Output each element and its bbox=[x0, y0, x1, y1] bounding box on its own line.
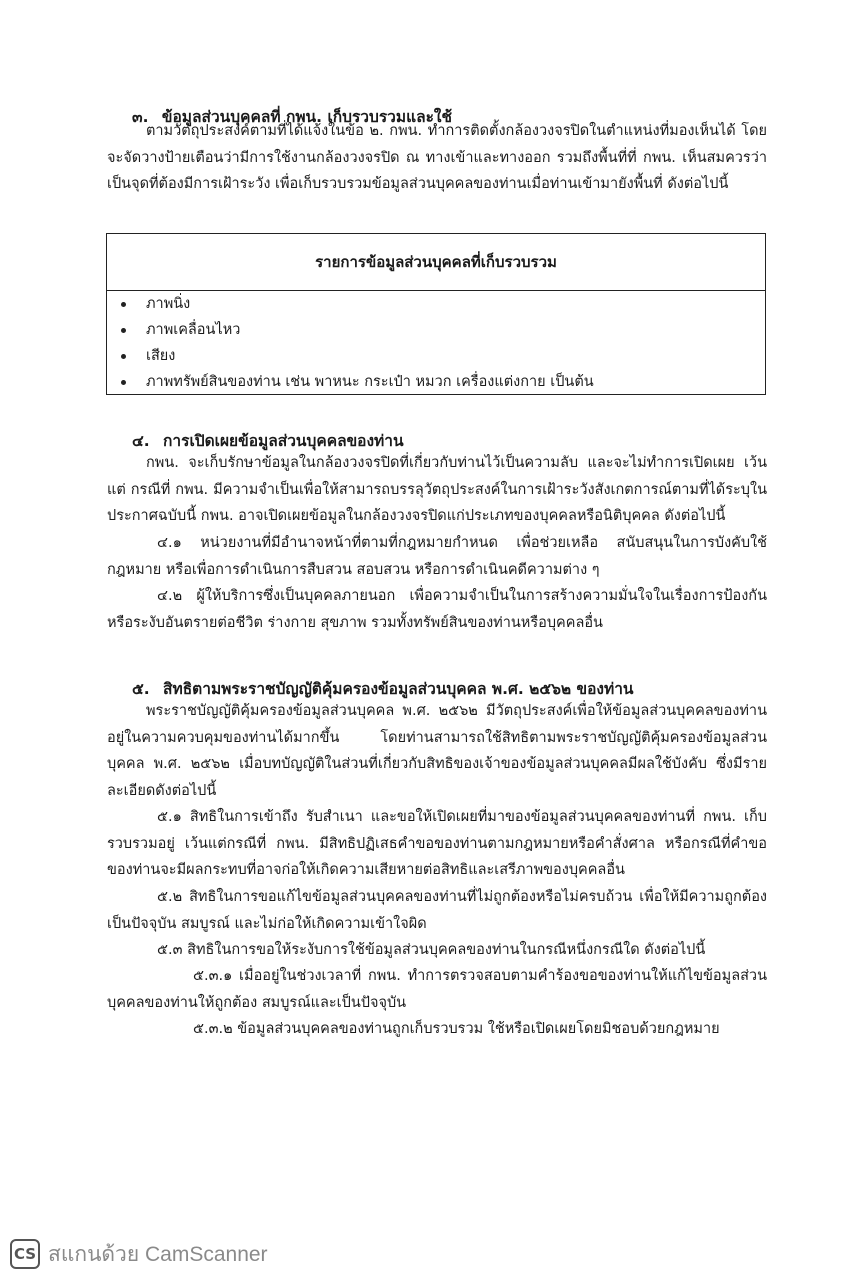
bullet-icon bbox=[121, 380, 126, 385]
list-item: เสียง bbox=[121, 343, 765, 369]
section-3-number: ๓. bbox=[132, 108, 149, 126]
section-5-item-1: ๕.๑ สิทธิในการเข้าถึง รับสำเนา และขอให้เปิดเผยที่มาของข้อมูลส่วนบุคคลของท่านที่ กพน. เก็บรวบรวมอยู่ เว้นแต่กรณีที่ กพน. มีสิทธิปฏิเสธคำขอของท่านตามกฎหมายหรือคำสั่งศาล หรือกรณีที่คำขอของท่านจะมีผลกระทบที่อาจก่อให้เกิดความเสียหายต่อสิทธิและเสรีภาพของบุคคลอื่น bbox=[107, 809, 767, 879]
list-item: ภาพทรัพย์สินของท่าน เช่น พาหนะ กระเป๋า หมวก เครื่องแต่งกาย เป็นต้น bbox=[121, 369, 765, 395]
section-5-paragraph: พระราชบัญญัติคุ้มครองข้อมูลส่วนบุคคล พ.ศ. ๒๕๖๒ มีวัตถุประสงค์เพื่อให้ข้อมูลส่วนบุคคลของท่านอยู่ในความควบคุมของท่านได้มากขึ้น โดยท่านสามารถใช้สิทธิตามพระราชบัญญัติคุ้มครองข้อมูลส่วนบุคคล พ.ศ. ๒๕๖๒ เมื่อบทบัญญัติในส่วนที่เกี่ยวกับสิทธิของเจ้าของข้อมูลส่วนบุคคลมีผลใช้บังคับ ซึ่งมีรายละเอียดดังต่อไปนี้ bbox=[107, 703, 767, 799]
table-item-list bbox=[107, 291, 765, 395]
section-5-number: ๕. bbox=[132, 680, 150, 698]
section-4-item-2: ๔.๒ ผู้ให้บริการซึ่งเป็นบุคคลภายนอก เพื่อความจำเป็นในการสร้างความมั่นใจในเรื่องการป้องกันหรือระงับอันตรายต่อชีวิต ร่างกาย สุขภาพ รวมทั้งทรัพย์สินของท่านหรือบุคคลอื่น bbox=[107, 588, 767, 631]
section-4-number: ๔. bbox=[132, 432, 150, 450]
section-5-item-2: ๕.๒ สิทธิในการขอแก้ไขข้อมูลส่วนบุคคลของท่านที่ไม่ถูกต้องหรือไม่ครบถ้วน เพื่อให้มีความถูกต้อง เป็นปัจจุบัน สมบูรณ์ และไม่ก่อให้เกิดความเข้าใจผิด bbox=[107, 889, 767, 932]
section-4-item-1: ๔.๑ หน่วยงานที่มีอำนาจหน้าที่ตามที่กฎหมายกำหนด เพื่อช่วยเหลือ สนับสนุนในการบังคับใช้กฎหมาย หรือเพื่อการดำเนินการสืบสวน สอบสวน หรือการดำเนินคดีความต่าง ๆ bbox=[107, 535, 767, 578]
section-3-paragraph: ตามวัตถุประสงค์ตามที่ได้แจ้งในข้อ ๒. กพน. ทำการติดตั้งกล้องวงจรปิดในตำแหน่งที่มองเห็นได้ โดยจะจัดวางป้ายเตือนว่ามีการใช้งานกล้องวงจรปิด ณ ทางเข้าและทางออก รวมถึงพื้นที่ที่ กพน. เห็นสมควรว่าเป็นจุดที่ต้องมีการเฝ้าระวัง เพื่อเก็บรวบรวมข้อมูลส่วนบุคคลของท่านเมื่อท่านเข้ามายังพื้นที่ ดังต่อไปนี้ bbox=[107, 123, 767, 193]
section-5-item-3: ๕.๓ สิทธิในการขอให้ระงับการใช้ข้อมูลส่วนบุคคลของท่านในกรณีหนึ่งกรณีใด ดังต่อไปนี้ bbox=[157, 942, 706, 958]
camscanner-logo: CS bbox=[10, 1239, 40, 1269]
section-3-title: ข้อมูลส่วนบุคคลที่ กพน. เก็บรวบรวมและใช้ bbox=[161, 108, 452, 126]
section-5-item-3-2: ๕.๓.๒ ข้อมูลส่วนบุคคลของท่านถูกเก็บรวบรวม ใช้หรือเปิดเผยโดยมิชอบด้วยกฎหมาย bbox=[193, 1021, 720, 1037]
section-4-title: การเปิดเผยข้อมูลส่วนบุคคลของท่าน bbox=[163, 432, 404, 450]
list-item: ภาพนิ่ง bbox=[121, 291, 765, 317]
collected-data-table bbox=[106, 233, 766, 395]
bullet-icon bbox=[121, 354, 126, 359]
section-5-title: สิทธิตามพระราชบัญญัติคุ้มครองข้อมูลส่วนบุคคล พ.ศ. ๒๕๖๒ ของท่าน bbox=[163, 680, 634, 698]
section-4-paragraph: กพน. จะเก็บรักษาข้อมูลในกล้องวงจรปิดที่เกี่ยวกับท่านไว้เป็นความลับ และจะไม่ทำการเปิดเผย เว้นแต่ กรณีที่ กพน. มีความจำเป็นเพื่อให้สามารถบรรลุวัตถุประสงค์ในการเฝ้าระวังสังเกตการณ์ตามที่ได้ระบุในประกาศฉบับนี้ กพน. อาจเปิดเผยข้อมูลในกล้องวงจรปิดแก่ประเภทของบุคคลหรือนิติบุคคล ดังต่อไปนี้ bbox=[107, 455, 767, 525]
bullet-icon bbox=[121, 328, 126, 333]
bullet-icon bbox=[121, 302, 126, 307]
section-5-item-3-1: ๕.๓.๑ เมื่ออยู่ในช่วงเวลาที่ กพน. ทำการตรวจสอบตามคำร้องขอของท่านให้แก้ไขข้อมูลส่วนบุคคลของท่านให้ถูกต้อง สมบูรณ์และเป็นปัจจุบัน bbox=[107, 968, 767, 1011]
list-item: ภาพเคลื่อนไหว bbox=[121, 317, 765, 343]
camscanner-watermark bbox=[10, 1238, 268, 1270]
table-header: รายการข้อมูลส่วนบุคคลที่เก็บรวบรวม bbox=[107, 234, 765, 291]
watermark-text: สแกนด้วย CamScanner bbox=[48, 1242, 268, 1266]
